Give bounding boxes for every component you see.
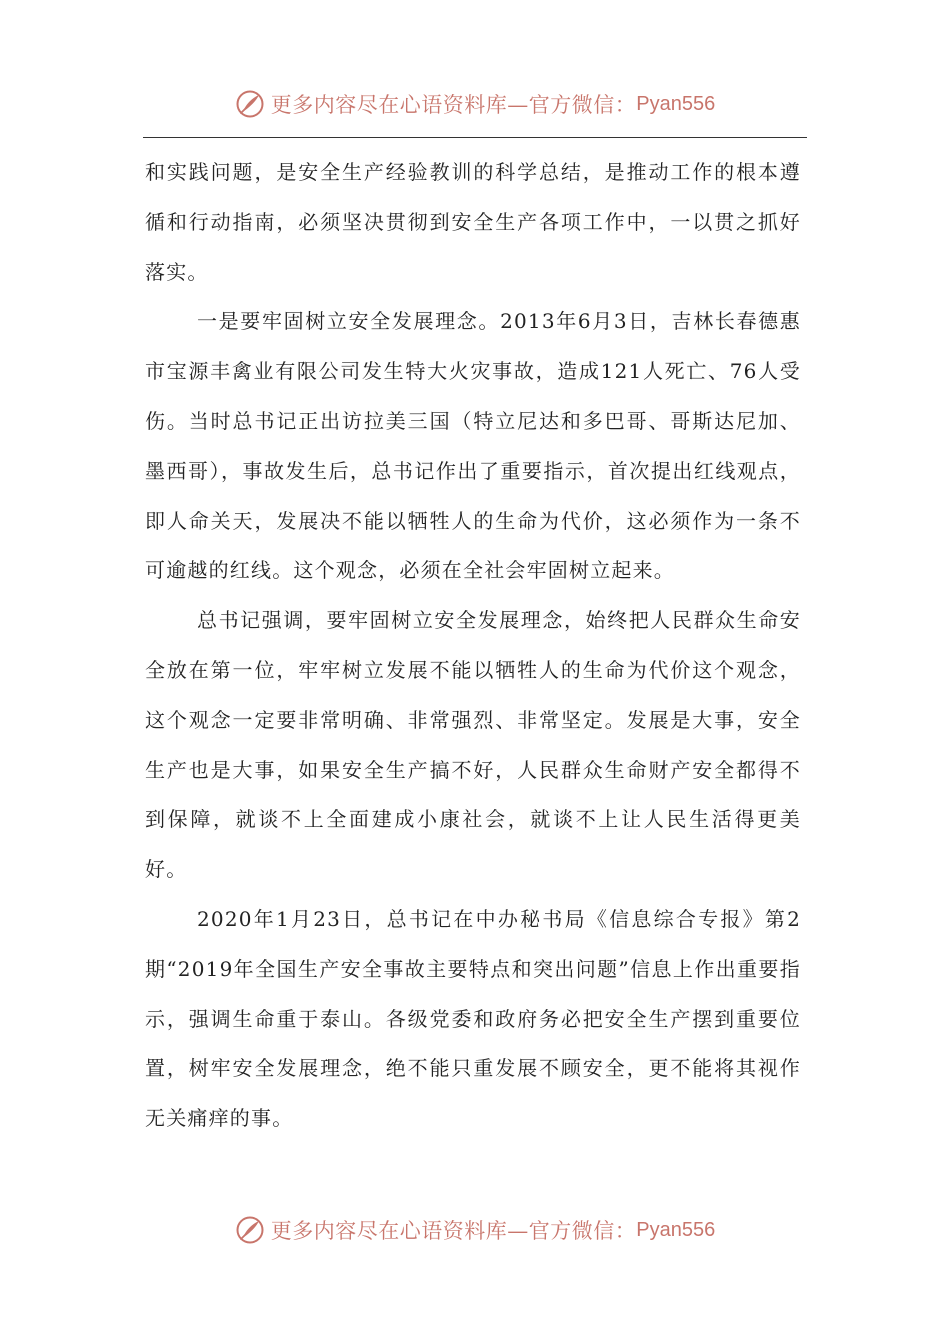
quill-logo-icon: [235, 89, 265, 119]
paragraph-continuation: 和实践问题，是安全生产经验教训的科学总结，是推动工作的根本遵循和行动指南，必须坚决贯彻到安全生产各项工作中，一以贯之抓好落实。: [145, 160, 801, 284]
header-banner: [0, 84, 950, 124]
footer-wechat-id: Pyan556: [636, 1218, 716, 1241]
paragraph-2020-instruction: 2020年1月23日，总书记在中办秘书局《信息综合专报》第2期“2019年全国生产安全事故主要特点和突出问题”信息上作出重要指示，强调生命重于泰山。各级党委和政府务必把安全生产摆到重要位置，树牢安全发展理念，绝不能只重发展不顾安全，更不能将其视作无关痛痒的事。: [145, 906, 801, 1131]
header-divider: [143, 137, 807, 138]
paragraph-general-secretary-emphasis: 总书记强调，要牢固树立安全发展理念，始终把人民群众生命安全放在第一位，牢牢树立发展不能以牺牲人的生命为代价这个观念，这个观念一定要非常明确、非常强烈、非常坚定。发展是大事，安全生产也是大事，如果安全生产搞不好，人民群众生命财产安全都得不到保障，就谈不上全面建成小康社会，就谈不上让人民生活得更美好。: [145, 608, 801, 882]
header-wechat-id: Pyan556: [636, 92, 716, 115]
paragraph-safety-concept: 一是要牢固树立安全发展理念。2013年6月3日，吉林长春德惠市宝源丰禽业有限公司发生特大火灾事故，造成121人死亡、76人受伤。当时总书记正出访拉美三国（特立尼达和多巴哥、哥斯达尼加、墨西哥），事故发生后，总书记作出了重要指示，首次提出红线观点，即人命关天，发展决不能以牺牲人的生命为代价，这必须作为一条不可逾越的红线。这个观念，必须在全社会牢固树立起来。: [145, 309, 801, 583]
footer-banner: [0, 1210, 950, 1250]
footer-banner-text: 更多内容尽在心语资料库—官方微信：: [270, 1219, 637, 1243]
header-banner-text: 更多内容尽在心语资料库—官方微信：: [270, 93, 637, 117]
document-body: [145, 148, 801, 1144]
quill-logo-icon: [235, 1215, 265, 1245]
